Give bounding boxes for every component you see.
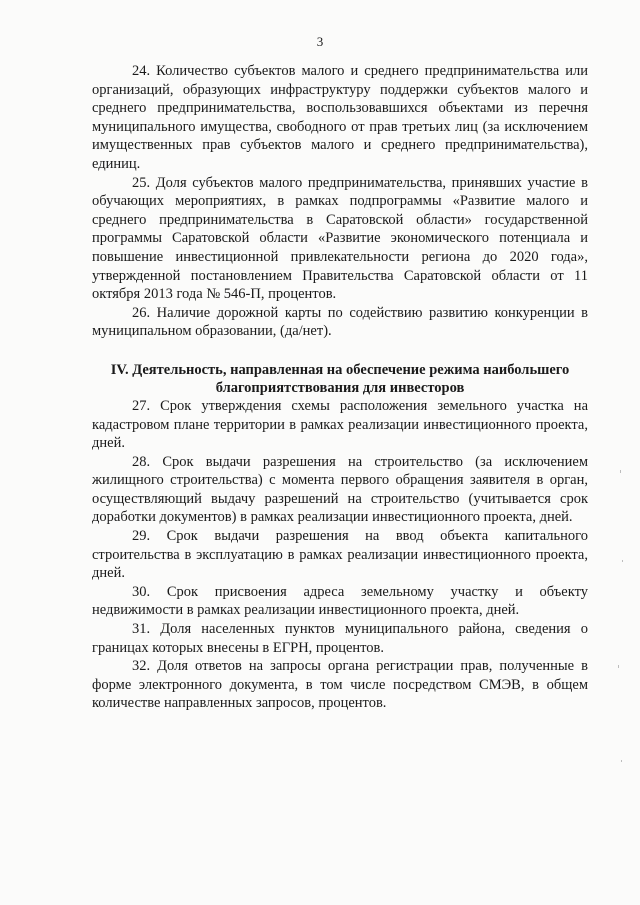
list-item-32: 32. Доля ответов на запросы органа регистрации прав, полученные в форме электронного документа, в том числе посредством СМЭВ, в общем количестве направленных запросов, процентов. (92, 658, 588, 712)
scan-artifact (620, 470, 621, 473)
list-item-29: 29. Срок выдачи разрешения на ввод объекта капитального строительства в эксплуатацию в рамках реализации инвестиционного проекта, дней. (92, 528, 588, 582)
scan-artifact (621, 760, 622, 762)
list-item-30: 30. Срок присвоения адреса земельному участку и объекту недвижимости в рамках реализации инвестиционного проекта, дней. (92, 583, 588, 619)
document-body (92, 62, 588, 713)
scan-artifact (622, 560, 623, 562)
list-item-24: 24. Количество субъектов малого и среднего предпринимательства или организаций, образующих инфраструктуру поддержки субъектов малого и среднего предпринимательства, воспользовавшихся объектами из перечня муниципального имущества, свободного от прав третьих лиц (за исключением имущественных прав субъектов малого и среднего предпринимательства), единиц. (92, 63, 588, 172)
list-item-25: 25. Доля субъектов малого предпринимательства, принявших участие в обучающих мероприятиях, в рамках подпрограммы «Развитие малого и среднего предпринимательства в Саратовской области» государственной программы Саратовской области «Развитие экономического потенциала и повышение инвестиционной привлекательности региона до 2020 года», утвержденной постановлением Правительства Саратовской области от 11 октября 2013 года № 546-П, процентов. (92, 174, 588, 303)
section-heading (92, 361, 588, 397)
page-number: 3 (316, 34, 324, 49)
list-item-27: 27. Срок утверждения схемы расположения земельного участка на кадастровом плане территории в рамках реализации инвестиционного проекта, дней. (92, 397, 588, 452)
section-heading-line-1: IV. Деятельность, направленная на обеспечение режима наибольшего (110, 361, 570, 378)
list-item-26: 26. Наличие дорожной карты по содействию развитию конкуренции в муниципальном образовании, (да/нет). (92, 304, 588, 340)
list-item-31: 31. Доля населенных пунктов муниципального района, сведения о границах которых внесены в ЕГРН, процентов. (92, 621, 588, 656)
scan-artifact (618, 665, 619, 668)
list-item-28: 28. Срок выдачи разрешения на строительство (за исключением жилищного строительства) с момента первого обращения заявителя в орган, осуществляющий выдачу разрешений на строительство (учитывается срок доработки документов) в рамках реализации инвестиционного проекта, дней. (92, 453, 588, 526)
section-heading-line-2: благоприятствования для инвесторов (215, 379, 465, 396)
